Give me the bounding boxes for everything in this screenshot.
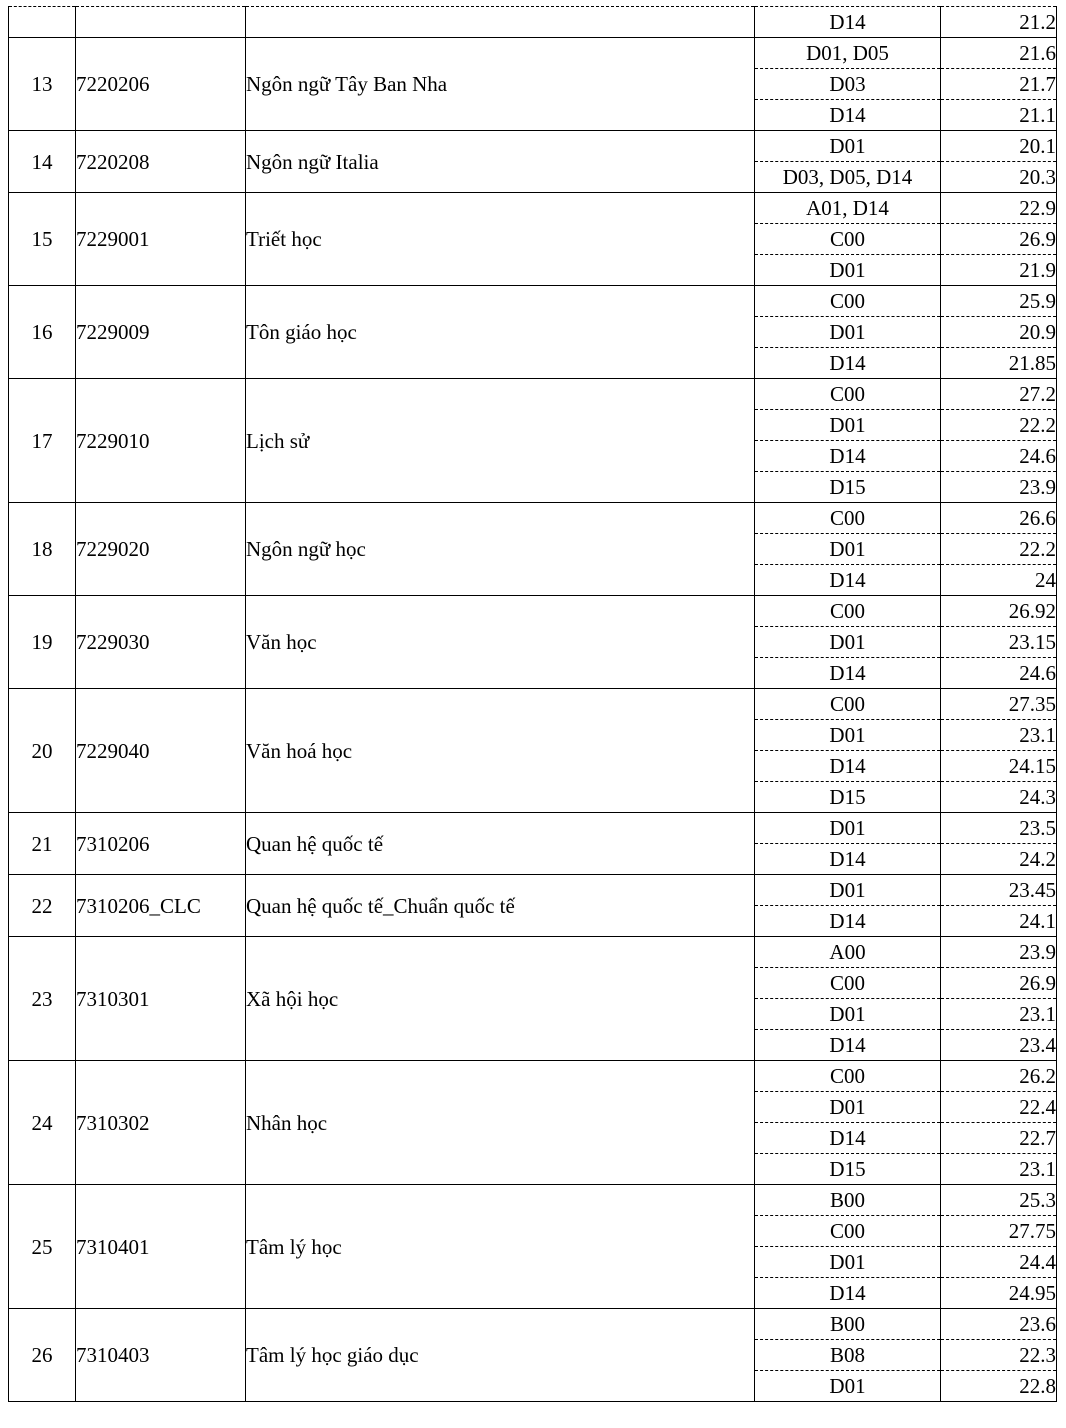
table-row <box>9 193 1057 224</box>
major-name: Ngôn ngữ học <box>246 503 755 596</box>
major-code: 7229010 <box>76 379 246 503</box>
major-name: Quan hệ quốc tế_Chuẩn quốc tế <box>246 875 755 937</box>
major-name: Tâm lý học <box>246 1185 755 1309</box>
cutoff-score: 24.3 <box>941 782 1057 813</box>
row-number: 23 <box>9 937 76 1061</box>
row-number: 17 <box>9 379 76 503</box>
cutoff-score: 22.4 <box>941 1092 1057 1123</box>
subject-combination: D01 <box>755 1092 941 1123</box>
subject-combination: C00 <box>755 503 941 534</box>
row-number: 25 <box>9 1185 76 1309</box>
row-number: 14 <box>9 131 76 193</box>
cutoff-score: 23.5 <box>941 813 1057 844</box>
major-code: 7220208 <box>76 131 246 193</box>
cutoff-score: 23.1 <box>941 999 1057 1030</box>
subject-combination: D15 <box>755 782 941 813</box>
subject-combination: D14 <box>755 348 941 379</box>
subject-combination: D03 <box>755 69 941 100</box>
table-row <box>9 813 1057 844</box>
row-number: 18 <box>9 503 76 596</box>
table-body <box>9 7 1057 1402</box>
subject-combination: A01, D14 <box>755 193 941 224</box>
row-number <box>9 7 76 38</box>
subject-combination: D14 <box>755 658 941 689</box>
major-name: Triết học <box>246 193 755 286</box>
table-row <box>9 1309 1057 1340</box>
cutoff-score: 26.9 <box>941 224 1057 255</box>
cutoff-score: 25.9 <box>941 286 1057 317</box>
major-code: 7310206_CLC <box>76 875 246 937</box>
major-name: Văn hoá học <box>246 689 755 813</box>
subject-combination: D01 <box>755 627 941 658</box>
subject-combination: D01 <box>755 317 941 348</box>
row-number: 20 <box>9 689 76 813</box>
subject-combination: D03, D05, D14 <box>755 162 941 193</box>
cutoff-score: 20.3 <box>941 162 1057 193</box>
subject-combination: D14 <box>755 1030 941 1061</box>
table-row <box>9 689 1057 720</box>
major-code: 7229001 <box>76 193 246 286</box>
major-code: 7310302 <box>76 1061 246 1185</box>
subject-combination: D15 <box>755 1154 941 1185</box>
subject-combination: B00 <box>755 1309 941 1340</box>
major-name: Văn học <box>246 596 755 689</box>
subject-combination: D01 <box>755 875 941 906</box>
cutoff-score: 21.2 <box>941 7 1057 38</box>
row-number: 13 <box>9 38 76 131</box>
major-code: 7229020 <box>76 503 246 596</box>
cutoff-score: 27.75 <box>941 1216 1057 1247</box>
row-number: 15 <box>9 193 76 286</box>
major-name: Xã hội học <box>246 937 755 1061</box>
subject-combination: D01 <box>755 410 941 441</box>
cutoff-score: 21.1 <box>941 100 1057 131</box>
cutoff-score: 22.9 <box>941 193 1057 224</box>
subject-combination: C00 <box>755 379 941 410</box>
cutoff-score: 27.35 <box>941 689 1057 720</box>
subject-combination: D14 <box>755 1123 941 1154</box>
subject-combination: D14 <box>755 751 941 782</box>
subject-combination: D01 <box>755 720 941 751</box>
cutoff-score: 22.8 <box>941 1371 1057 1402</box>
subject-combination: D01 <box>755 1247 941 1278</box>
major-code: 7229009 <box>76 286 246 379</box>
cutoff-score: 23.6 <box>941 1309 1057 1340</box>
major-name: Tôn giáo học <box>246 286 755 379</box>
cutoff-score: 25.3 <box>941 1185 1057 1216</box>
cutoff-score: 22.2 <box>941 410 1057 441</box>
table-row <box>9 596 1057 627</box>
table-row <box>9 503 1057 534</box>
table-row <box>9 131 1057 162</box>
major-name <box>246 7 755 38</box>
cutoff-score: 23.4 <box>941 1030 1057 1061</box>
cutoff-score: 22.3 <box>941 1340 1057 1371</box>
subject-combination: C00 <box>755 1061 941 1092</box>
major-name: Lịch sử <box>246 379 755 503</box>
cutoff-score: 21.9 <box>941 255 1057 286</box>
cutoff-score: 22.2 <box>941 534 1057 565</box>
row-number: 24 <box>9 1061 76 1185</box>
cutoff-score: 24.4 <box>941 1247 1057 1278</box>
cutoff-score: 20.1 <box>941 131 1057 162</box>
subject-combination: C00 <box>755 968 941 999</box>
cutoff-score: 23.9 <box>941 937 1057 968</box>
major-code: 7310301 <box>76 937 246 1061</box>
cutoff-score: 24.1 <box>941 906 1057 937</box>
cutoff-score: 24.2 <box>941 844 1057 875</box>
major-name: Quan hệ quốc tế <box>246 813 755 875</box>
subject-combination: D01 <box>755 255 941 286</box>
subject-combination: D01 <box>755 1371 941 1402</box>
cutoff-score: 26.6 <box>941 503 1057 534</box>
table-row <box>9 875 1057 906</box>
cutoff-score: 23.45 <box>941 875 1057 906</box>
table-row <box>9 38 1057 69</box>
row-number: 26 <box>9 1309 76 1402</box>
major-code: 7310401 <box>76 1185 246 1309</box>
cutoff-score: 24.6 <box>941 441 1057 472</box>
subject-combination: D14 <box>755 7 941 38</box>
subject-combination: D14 <box>755 441 941 472</box>
row-number: 21 <box>9 813 76 875</box>
table-row <box>9 286 1057 317</box>
subject-combination: A00 <box>755 937 941 968</box>
cutoff-score: 27.2 <box>941 379 1057 410</box>
cutoff-score: 24.6 <box>941 658 1057 689</box>
cutoff-score: 21.6 <box>941 38 1057 69</box>
table-row <box>9 7 1057 38</box>
subject-combination: D14 <box>755 906 941 937</box>
cutoff-score: 26.9 <box>941 968 1057 999</box>
table-row <box>9 937 1057 968</box>
subject-combination: D01 <box>755 131 941 162</box>
subject-combination: D01 <box>755 813 941 844</box>
cutoff-score: 23.1 <box>941 720 1057 751</box>
subject-combination: D15 <box>755 472 941 503</box>
major-name: Nhân học <box>246 1061 755 1185</box>
major-code: 7229030 <box>76 596 246 689</box>
row-number: 19 <box>9 596 76 689</box>
subject-combination: C00 <box>755 286 941 317</box>
major-code: 7310206 <box>76 813 246 875</box>
cutoff-score: 26.92 <box>941 596 1057 627</box>
subject-combination: D14 <box>755 844 941 875</box>
cutoff-score: 26.2 <box>941 1061 1057 1092</box>
subject-combination: D14 <box>755 1278 941 1309</box>
cutoff-score: 24.15 <box>941 751 1057 782</box>
subject-combination: D01, D05 <box>755 38 941 69</box>
cutoff-score: 20.9 <box>941 317 1057 348</box>
cutoff-score: 23.1 <box>941 1154 1057 1185</box>
subject-combination: B08 <box>755 1340 941 1371</box>
row-number: 16 <box>9 286 76 379</box>
subject-combination: D14 <box>755 100 941 131</box>
cutoff-score: 21.85 <box>941 348 1057 379</box>
major-name: Ngôn ngữ Italia <box>246 131 755 193</box>
subject-combination: C00 <box>755 596 941 627</box>
subject-combination: D01 <box>755 534 941 565</box>
row-number: 22 <box>9 875 76 937</box>
table-row <box>9 1185 1057 1216</box>
admission-scores-table <box>8 6 1057 1402</box>
major-code <box>76 7 246 38</box>
major-code: 7220206 <box>76 38 246 131</box>
table-row <box>9 379 1057 410</box>
cutoff-score: 23.9 <box>941 472 1057 503</box>
cutoff-score: 24 <box>941 565 1057 596</box>
cutoff-score: 24.95 <box>941 1278 1057 1309</box>
subject-combination: D14 <box>755 565 941 596</box>
subject-combination: B00 <box>755 1185 941 1216</box>
subject-combination: D01 <box>755 999 941 1030</box>
major-code: 7229040 <box>76 689 246 813</box>
subject-combination: C00 <box>755 1216 941 1247</box>
cutoff-score: 22.7 <box>941 1123 1057 1154</box>
table-row <box>9 1061 1057 1092</box>
cutoff-score: 23.15 <box>941 627 1057 658</box>
major-name: Ngôn ngữ Tây Ban Nha <box>246 38 755 131</box>
major-code: 7310403 <box>76 1309 246 1402</box>
subject-combination: C00 <box>755 224 941 255</box>
subject-combination: C00 <box>755 689 941 720</box>
cutoff-score: 21.7 <box>941 69 1057 100</box>
major-name: Tâm lý học giáo dục <box>246 1309 755 1402</box>
